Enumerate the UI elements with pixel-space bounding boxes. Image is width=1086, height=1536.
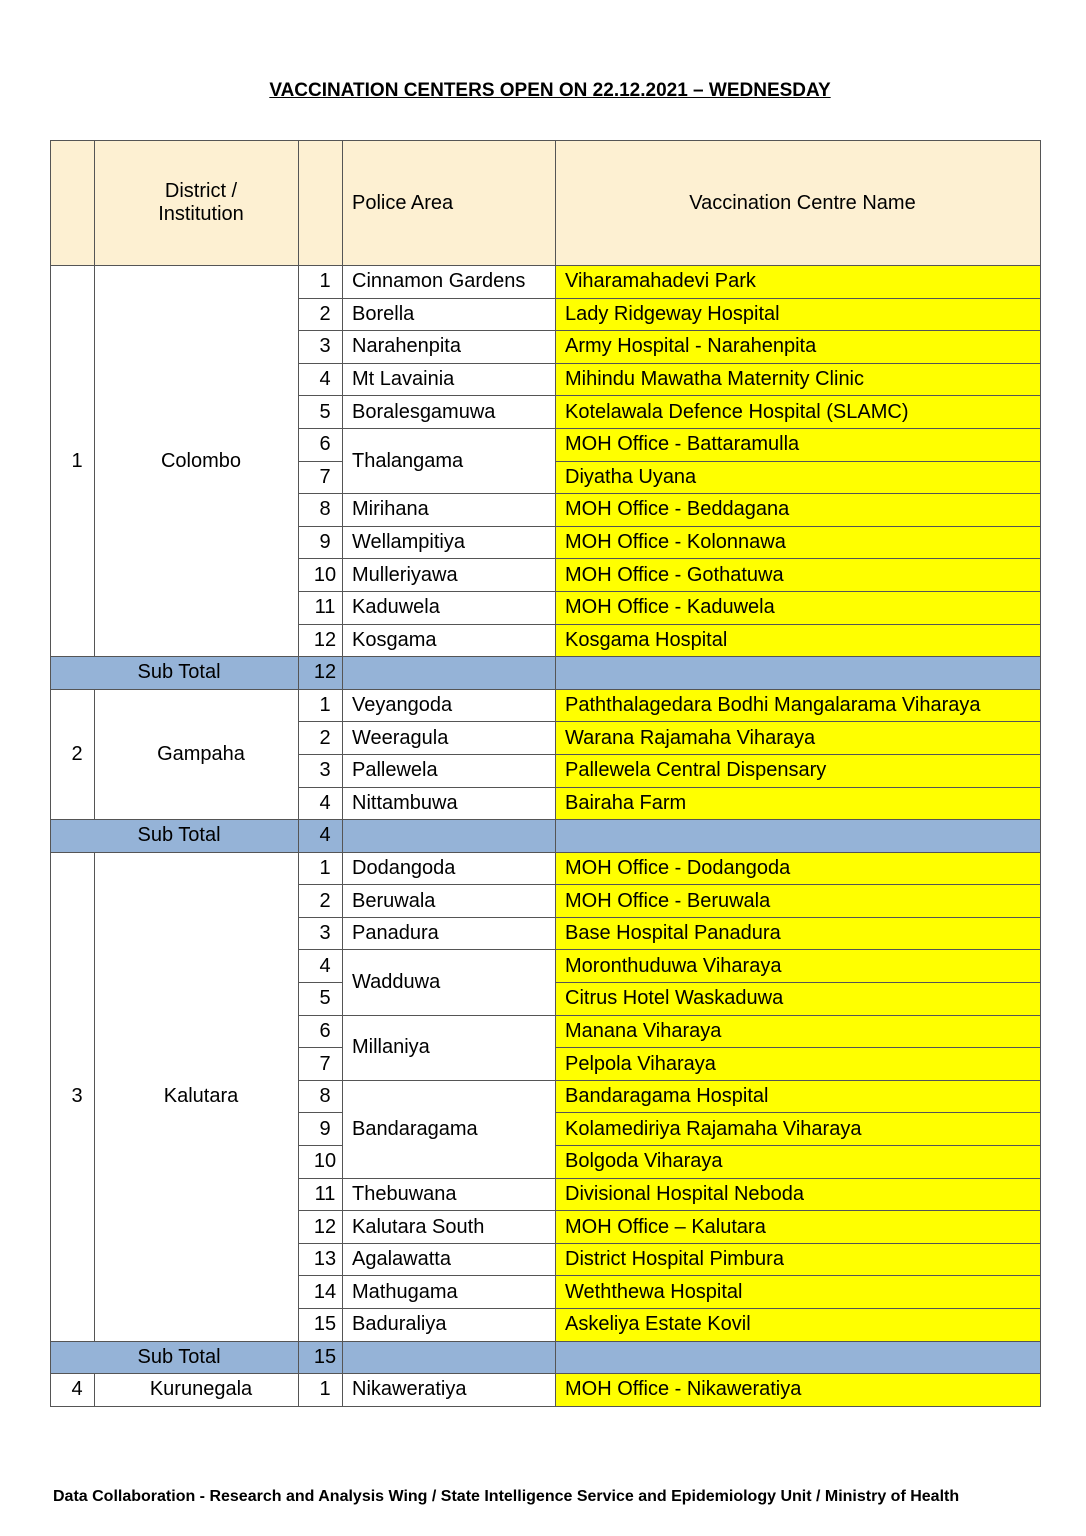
vaccination-centre-name: Pallewela Central Dispensary: [556, 754, 1041, 787]
vaccination-centre-name: Bairaha Farm: [556, 787, 1041, 820]
table-row: [51, 266, 1041, 299]
vaccination-centre-name: Diyatha Uyana: [556, 461, 1041, 494]
subtotal-empty-centre: [556, 820, 1041, 853]
police-area: Kosgama: [343, 624, 556, 657]
police-area: Cinnamon Gardens: [343, 266, 556, 299]
vaccination-centre-name: MOH Office - Kolonnawa: [556, 526, 1041, 559]
page-title: VACCINATION CENTERS OPEN ON 22.12.2021 – WEDNESDAY: [269, 80, 831, 101]
police-area: Beruwala: [343, 885, 556, 918]
vaccination-centre-name: Moronthuduwa Viharaya: [556, 950, 1041, 983]
vaccination-centre-name: Warana Rajamaha Viharaya: [556, 722, 1041, 755]
vaccination-centre-name: Army Hospital - Narahenpita: [556, 331, 1041, 364]
police-area: Boralesgamuwa: [343, 396, 556, 429]
vaccination-centre-name: MOH Office - Beddagana: [556, 494, 1041, 527]
vaccination-centre-name: Kosgama Hospital: [556, 624, 1041, 657]
header-district-line2: Institution: [158, 203, 244, 225]
row-number: 3: [299, 331, 343, 364]
district-number: 4: [51, 1374, 95, 1407]
row-number: 2: [299, 722, 343, 755]
row-number: 15: [299, 1309, 343, 1342]
subtotal-label: Sub Total: [51, 820, 299, 853]
row-number: 10: [299, 1146, 343, 1179]
row-number: 13: [299, 1243, 343, 1276]
police-area: Baduraliya: [343, 1309, 556, 1342]
row-number: 5: [299, 396, 343, 429]
table-row: [51, 689, 1041, 722]
district-number: 3: [51, 852, 95, 1341]
subtotal-empty-centre: [556, 657, 1041, 690]
police-area: Panadura: [343, 917, 556, 950]
row-number: 7: [299, 461, 343, 494]
row-number: 1: [299, 1374, 343, 1407]
vaccination-centre-name: MOH Office - Battaramulla: [556, 428, 1041, 461]
row-number: 7: [299, 1048, 343, 1081]
header-sub-no: [299, 141, 343, 266]
header-district-line1: District /: [164, 180, 238, 202]
vaccination-centre-name: Weththewa Hospital: [556, 1276, 1041, 1309]
vaccination-centre-name: Kolamediriya Rajamaha Viharaya: [556, 1113, 1041, 1146]
header-no: [51, 141, 95, 266]
vaccination-centre-name: Manana Viharaya: [556, 1015, 1041, 1048]
row-number: 3: [299, 754, 343, 787]
table-header-row: [51, 141, 1041, 266]
row-number: 10: [299, 559, 343, 592]
police-area: Nikaweratiya: [343, 1374, 556, 1407]
vaccination-centre-name: MOH Office – Kalutara: [556, 1211, 1041, 1244]
vaccination-centre-name: Askeliya Estate Kovil: [556, 1309, 1041, 1342]
row-number: 6: [299, 1015, 343, 1048]
row-number: 11: [299, 1178, 343, 1211]
police-area: Pallewela: [343, 754, 556, 787]
row-number: 8: [299, 494, 343, 527]
row-number: 4: [299, 787, 343, 820]
vaccination-centre-name: MOH Office - Kaduwela: [556, 591, 1041, 624]
district-number: 1: [51, 266, 95, 657]
vaccination-centres-table: [50, 140, 1041, 1407]
police-area: Mt Lavainia: [343, 363, 556, 396]
table-row: [51, 852, 1041, 885]
district-name: Kurunegala: [95, 1374, 299, 1407]
police-area: Wadduwa: [343, 950, 556, 1015]
row-number: 1: [299, 689, 343, 722]
district-name: Gampaha: [95, 689, 299, 819]
police-area: Borella: [343, 298, 556, 331]
police-area: Kaduwela: [343, 591, 556, 624]
vaccination-centre-name: Base Hospital Panadura: [556, 917, 1041, 950]
row-number: 1: [299, 266, 343, 299]
header-centre: Vaccination Centre Name: [556, 141, 1041, 266]
row-number: 11: [299, 591, 343, 624]
vaccination-centre-name: MOH Office - Gothatuwa: [556, 559, 1041, 592]
subtotal-value: 12: [299, 657, 343, 690]
vaccination-centre-name: MOH Office - Dodangoda: [556, 852, 1041, 885]
subtotal-empty-area: [343, 820, 556, 853]
row-number: 12: [299, 1211, 343, 1244]
row-number: 9: [299, 1113, 343, 1146]
row-number: 8: [299, 1080, 343, 1113]
subtotal-value: 15: [299, 1341, 343, 1374]
row-number: 14: [299, 1276, 343, 1309]
police-area: Mirihana: [343, 494, 556, 527]
row-number: 2: [299, 298, 343, 331]
district-number: 2: [51, 689, 95, 819]
district-name: Colombo: [95, 266, 299, 657]
vaccination-centre-name: MOH Office - Beruwala: [556, 885, 1041, 918]
police-area: Mathugama: [343, 1276, 556, 1309]
vaccination-centre-name: Citrus Hotel Waskaduwa: [556, 983, 1041, 1016]
row-number: 1: [299, 852, 343, 885]
police-area: Dodangoda: [343, 852, 556, 885]
police-area: Bandaragama: [343, 1080, 556, 1178]
vaccination-centre-name: Divisional Hospital Neboda: [556, 1178, 1041, 1211]
subtotal-empty-centre: [556, 1341, 1041, 1374]
subtotal-row: [51, 820, 1041, 853]
subtotal-row: [51, 1341, 1041, 1374]
police-area: Kalutara South: [343, 1211, 556, 1244]
subtotal-label: Sub Total: [51, 1341, 299, 1374]
vaccination-centre-name: Mihindu Mawatha Maternity Clinic: [556, 363, 1041, 396]
table-row: [51, 1374, 1041, 1407]
vaccination-centre-name: District Hospital Pimbura: [556, 1243, 1041, 1276]
subtotal-empty-area: [343, 657, 556, 690]
row-number: 9: [299, 526, 343, 559]
police-area: Narahenpita: [343, 331, 556, 364]
vaccination-centre-name: Bolgoda Viharaya: [556, 1146, 1041, 1179]
police-area: Mulleriyawa: [343, 559, 556, 592]
district-name: Kalutara: [95, 852, 299, 1341]
vaccination-centre-name: Kotelawala Defence Hospital (SLAMC): [556, 396, 1041, 429]
police-area: Wellampitiya: [343, 526, 556, 559]
police-area: Nittambuwa: [343, 787, 556, 820]
police-area: Weeragula: [343, 722, 556, 755]
header-police-area: Police Area: [343, 141, 556, 266]
row-number: 3: [299, 917, 343, 950]
vaccination-centre-name: Viharamahadevi Park: [556, 266, 1041, 299]
vaccination-centre-name: Pelpola Viharaya: [556, 1048, 1041, 1081]
table-body: [51, 266, 1041, 1407]
row-number: 6: [299, 428, 343, 461]
vaccination-centre-name: Bandaragama Hospital: [556, 1080, 1041, 1113]
header-district: [95, 141, 299, 266]
row-number: 12: [299, 624, 343, 657]
subtotal-empty-area: [343, 1341, 556, 1374]
subtotal-label: Sub Total: [51, 657, 299, 690]
vaccination-centre-name: Lady Ridgeway Hospital: [556, 298, 1041, 331]
police-area: Veyangoda: [343, 689, 556, 722]
footer-credit: Data Collaboration - Research and Analysis Wing / State Intelligence Service and Epidemiology Unit / Ministry of Health: [53, 1488, 960, 1505]
row-number: 4: [299, 950, 343, 983]
subtotal-value: 4: [299, 820, 343, 853]
police-area: Thebuwana: [343, 1178, 556, 1211]
police-area: Millaniya: [343, 1015, 556, 1080]
subtotal-row: [51, 657, 1041, 690]
row-number: 2: [299, 885, 343, 918]
vaccination-centre-name: Paththalagedara Bodhi Mangalarama Viharaya: [556, 689, 1041, 722]
police-area: Agalawatta: [343, 1243, 556, 1276]
row-number: 5: [299, 983, 343, 1016]
police-area: Thalangama: [343, 428, 556, 493]
row-number: 4: [299, 363, 343, 396]
vaccination-centre-name: MOH Office - Nikaweratiya: [556, 1374, 1041, 1407]
